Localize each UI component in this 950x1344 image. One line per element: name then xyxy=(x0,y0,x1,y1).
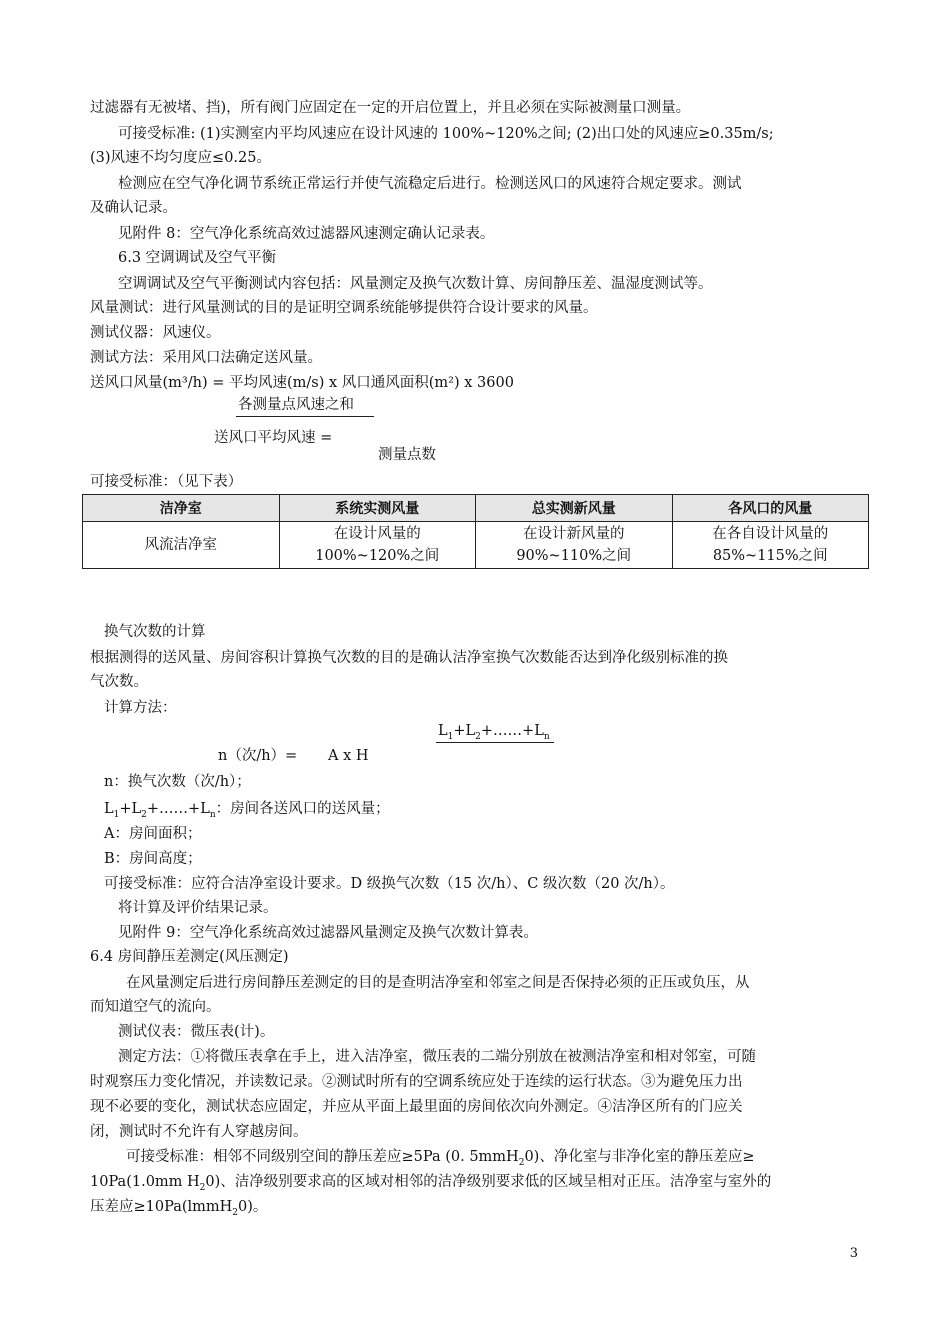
paragraph: 计算方法： xyxy=(104,700,177,716)
plus-symbol: + xyxy=(119,801,132,817)
l-symbol: L xyxy=(465,723,476,739)
fraction-numerator xyxy=(438,720,550,744)
fraction-lhs: n（次/h）= xyxy=(218,748,298,764)
paragraph: 可接受标准：应符合洁净室设计要求。D 级换气次数（15 次/h）、C 级次数（20 次/h）。 xyxy=(104,876,675,892)
table-header-row xyxy=(83,495,869,522)
paragraph: 风量测试：进行风量测试的目的是证明空调系统能够提供符合设计要求的风量。 xyxy=(90,300,598,316)
table-header: 系统实测风量 xyxy=(279,495,476,522)
subscript: n xyxy=(543,732,550,742)
cell-line: 在设计风量的 xyxy=(333,526,421,542)
paragraph: 测试仪器：风速仪。 xyxy=(90,325,221,341)
fraction-denominator: 测量点数 xyxy=(378,447,436,463)
table-cell xyxy=(476,522,673,569)
paragraph: 闭，测试时不允许有人穿越房间。 xyxy=(90,1124,308,1140)
section-heading: 6.3 空调调试及空气平衡 xyxy=(118,250,277,266)
cell-line: 100%~120%之间 xyxy=(315,548,440,564)
table-cell xyxy=(279,522,476,569)
subscript: 1 xyxy=(113,810,120,820)
paragraph: 气次数。 xyxy=(90,674,148,690)
paragraph: 测试仪表：微压表(计)。 xyxy=(118,1024,275,1040)
paragraph xyxy=(90,1171,771,1195)
definition xyxy=(104,798,390,822)
paragraph: 可接受标准: (1)实测室内平均风速应在设计风速的 100%~120%之间; (2)出口处的风速应≥0.35m/s; xyxy=(118,126,774,142)
l-symbol: L xyxy=(131,801,142,817)
section-heading: 6.4 房间静压差测定(风压测定) xyxy=(90,949,289,965)
ellipsis: +……+ xyxy=(146,801,201,817)
subscript: 2 xyxy=(475,732,481,742)
paragraph: 及确认记录。 xyxy=(90,200,177,216)
definition: B：房间高度； xyxy=(104,851,202,867)
subscript: 1 xyxy=(447,732,454,742)
text-run: 压差应≥10Pa(lmmH xyxy=(90,1199,233,1215)
paragraph: 根据测得的送风量、房间容积计算换气次数的目的是确认洁净室换气次数能否达到净化级别标准的换 xyxy=(90,650,728,666)
paragraph: (3)风速不均匀度应≤0.25。 xyxy=(90,150,271,166)
text-run: 10Pa(1.0mm H xyxy=(90,1174,200,1190)
page-number: 3 xyxy=(849,1246,858,1261)
table-cell xyxy=(672,522,869,569)
plus-symbol: + xyxy=(453,723,466,739)
paragraph: 测试方法：采用风口法确定送风量。 xyxy=(90,350,322,366)
text-run: 0)、净化室与非净化室的静压差应≥ xyxy=(524,1149,755,1165)
subscript: 2 xyxy=(232,1208,239,1218)
l-symbol: L xyxy=(534,723,544,739)
table-row xyxy=(83,522,869,569)
text-run: 0)。 xyxy=(238,1199,268,1215)
paragraph: 而知道空气的流向。 xyxy=(90,999,221,1015)
table-cell: 风流洁净室 xyxy=(83,522,280,569)
subscript: n xyxy=(209,810,216,820)
table-header: 洁净室 xyxy=(83,495,280,522)
paragraph: 换气次数的计算 xyxy=(104,624,206,640)
ellipsis: +……+ xyxy=(480,723,535,739)
fraction-denominator: A x H xyxy=(328,748,369,764)
paragraph: 检测应在空气净化调节系统正常运行并使气流稳定后进行。检测送风口的风速符合规定要求。测试 xyxy=(118,176,742,192)
paragraph: 可接受标准：（见下表） xyxy=(90,474,243,490)
paragraph: 现不必要的变化，测试状态应固定，并应从平面上最里面的房间依次向外测定。④洁净区所有的门应关 xyxy=(90,1099,743,1115)
fraction-numerator: 各测量点风速之和 xyxy=(238,397,354,413)
table-header: 总实测新风量 xyxy=(476,495,673,522)
definition: n：换气次数（次/h）； xyxy=(104,774,251,790)
text-run: 可接受标准：相邻不同级别空间的静压差应≥5Pa (0. 5mmH xyxy=(126,1149,519,1165)
table-header: 各风口的风量 xyxy=(672,495,869,522)
paragraph xyxy=(126,1146,754,1170)
cell-line: 90%~110%之间 xyxy=(516,548,632,564)
fraction-bar xyxy=(236,416,374,417)
fraction-bar xyxy=(436,742,554,743)
cell-line: 在设计新风量的 xyxy=(523,526,625,542)
paragraph: 见附件 8：空气净化系统高效过滤器风速测定确认记录表。 xyxy=(118,226,495,242)
paragraph: 测定方法：①将微压表拿在手上，进入洁净室，微压表的二端分别放在被测洁净室和相对邻室，可随 xyxy=(118,1049,756,1065)
paragraph: 见附件 9：空气净化系统高效过滤器风量测定及换气次数计算表。 xyxy=(118,925,538,941)
subscript: 2 xyxy=(518,1158,525,1168)
subscript: 2 xyxy=(199,1183,206,1193)
paragraph: 过滤器有无被堵、挡)，所有阀门应固定在一定的开启位置上，并且必须在实际被测量口测量。 xyxy=(90,100,691,116)
l-symbol: L xyxy=(104,801,114,817)
cell-line: 在各自设计风量的 xyxy=(712,526,829,542)
paragraph: 时观察压力变化情况，并读数记录。②测试时所有的空调系统应处于连续的运行状态。③为避免压力出 xyxy=(90,1074,743,1090)
paragraph: 空调调试及空气平衡测试内容包括：风量测定及换气次数计算、房间静压差、温湿度测试等。 xyxy=(118,276,713,292)
cell-line: 85%~115%之间 xyxy=(712,548,828,564)
paragraph: 在风量测定后进行房间静压差测定的目的是查明洁净室和邻室之间是否保持必须的正压或负压，从 xyxy=(126,975,750,991)
paragraph: 将计算及评价结果记录。 xyxy=(118,900,278,916)
text-run: 0)、洁净级别要求高的区域对相邻的洁净级别要求低的区域呈相对正压。洁净室与室外的 xyxy=(205,1174,772,1190)
l-symbol: L xyxy=(200,801,210,817)
formula: 送风口风量(m³/h) = 平均风速(m/s) x 风口通风面积(m²) x 3600 xyxy=(90,375,514,391)
fraction-lhs: 送风口平均风速 = xyxy=(214,430,333,446)
l-symbol: L xyxy=(438,723,448,739)
acceptance-table xyxy=(82,494,869,569)
definition: A：房间面积； xyxy=(104,826,202,842)
definition-text: ：房间各送风口的送风量； xyxy=(215,801,390,817)
paragraph xyxy=(90,1196,267,1220)
subscript: 2 xyxy=(141,810,147,820)
